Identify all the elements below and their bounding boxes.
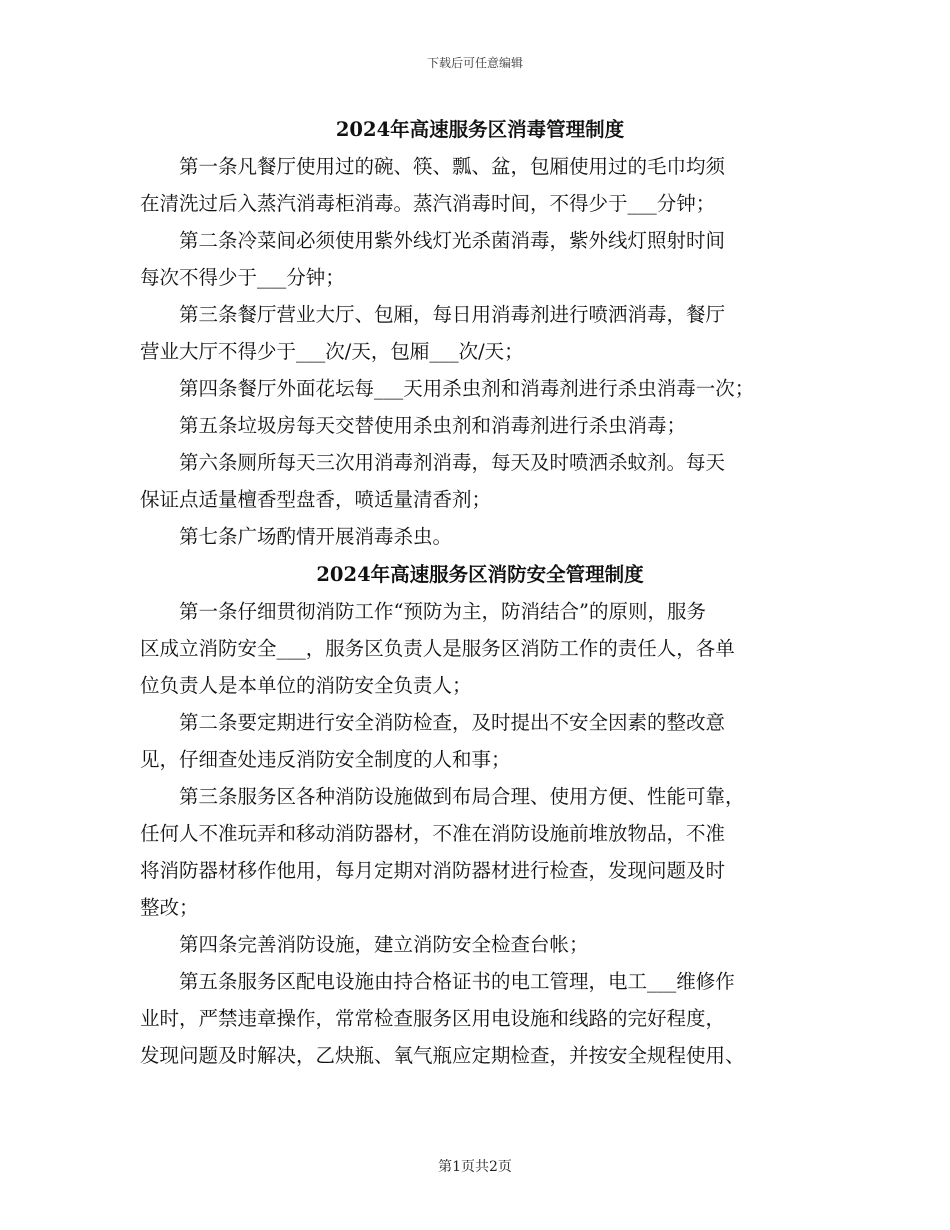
paragraph-line: 第七条广场酌情开展消毒杀虫。 bbox=[179, 525, 453, 548]
paragraph-line: 第一条仔细贯彻消防工作“预防为主，防消结合”的原则，服务 bbox=[179, 600, 706, 623]
page-footer: 第1页共2页 bbox=[438, 1159, 512, 1175]
doc1-paragraph bbox=[140, 370, 820, 407]
paragraph-line: 将消防器材移作他用，每月定期对消防器材进行检查，发现问题及时 bbox=[140, 859, 726, 882]
doc2-paragraph bbox=[140, 963, 820, 1074]
paragraph-line: 业时，严禁违章操作，常常检查服务区用电设施和线路的完好程度， bbox=[140, 1007, 726, 1030]
paragraph-line: 区成立消防安全___，服务区负责人是服务区消防工作的责任人，各单 bbox=[140, 637, 735, 660]
paragraph-line: 第二条冷菜间必须使用紫外线灯光杀菌消毒，紫外线灯照射时间 bbox=[179, 229, 726, 252]
document-body bbox=[140, 112, 820, 1074]
doc2-paragraph bbox=[140, 778, 820, 926]
doc2-paragraph bbox=[140, 926, 820, 963]
paragraph-line: 位负责人是本单位的消防安全负责人； bbox=[140, 674, 472, 697]
doc1-paragraph bbox=[140, 148, 820, 222]
paragraph-line: 第五条服务区配电设施由持合格证书的电工管理，电工___维修作 bbox=[179, 970, 735, 993]
header-note: 下载后可任意编辑 bbox=[426, 56, 523, 70]
doc2-paragraphs bbox=[140, 593, 820, 1074]
paragraph-line: 第四条完善消防设施，建立消防安全检查台帐； bbox=[179, 933, 589, 956]
paragraph-line: 每次不得少于___分钟； bbox=[140, 266, 345, 289]
paragraph-line: 第六条厕所每天三次用消毒剂消毒，每天及时喷洒杀蚊剂。每天 bbox=[179, 451, 726, 474]
paragraph-line: 第二条要定期进行安全消防检查，及时提出不安全因素的整改意 bbox=[179, 711, 726, 734]
paragraph-line: 见，仔细查处违反消防安全制度的人和事； bbox=[140, 748, 511, 771]
paragraph-line: 第三条服务区各种消防设施做到布局合理、使用方便、性能可靠， bbox=[179, 785, 745, 808]
doc1-paragraph bbox=[140, 222, 820, 296]
paragraph-line: 第五条垃圾房每天交替使用杀虫剂和消毒剂进行杀虫消毒； bbox=[179, 414, 687, 437]
doc2-title: 2024年高速服务区消防安全管理制度 bbox=[316, 563, 644, 586]
paragraph-line: 任何人不准玩弄和移动消防器材，不准在消防设施前堆放物品，不准 bbox=[140, 822, 726, 845]
doc1-paragraphs bbox=[140, 148, 820, 555]
doc1-paragraph bbox=[140, 444, 820, 518]
paragraph-line: 营业大厅不得少于___次/天，包厢___次/天； bbox=[140, 340, 524, 363]
paragraph-line: 在清洗过后入蒸汽消毒柜消毒。蒸汽消毒时间，不得少于___分钟； bbox=[140, 192, 716, 215]
paragraph-line: 第三条餐厅营业大厅、包厢，每日用消毒剂进行喷洒消毒，餐厅 bbox=[179, 303, 726, 326]
paragraph-line: 整改； bbox=[140, 896, 199, 919]
doc1-paragraph bbox=[140, 407, 820, 444]
paragraph-line: 保证点适量檀香型盘香，喷适量清香剂； bbox=[140, 488, 492, 511]
paragraph-line: 发现问题及时解决，乙炔瓶、氧气瓶应定期检查，并按安全规程使用、 bbox=[140, 1044, 745, 1067]
doc2-paragraph bbox=[140, 593, 820, 704]
doc1-paragraph bbox=[140, 296, 820, 370]
doc1-paragraph bbox=[140, 518, 820, 555]
doc1-title: 2024年高速服务区消毒管理制度 bbox=[335, 118, 625, 141]
paragraph-line: 第四条餐厅外面花坛每___天用杀虫剂和消毒剂进行杀虫消毒一次； bbox=[179, 377, 755, 400]
doc2-paragraph bbox=[140, 704, 820, 778]
paragraph-line: 第一条凡餐厅使用过的碗、筷、瓢、盆，包厢使用过的毛巾均须 bbox=[179, 155, 726, 178]
